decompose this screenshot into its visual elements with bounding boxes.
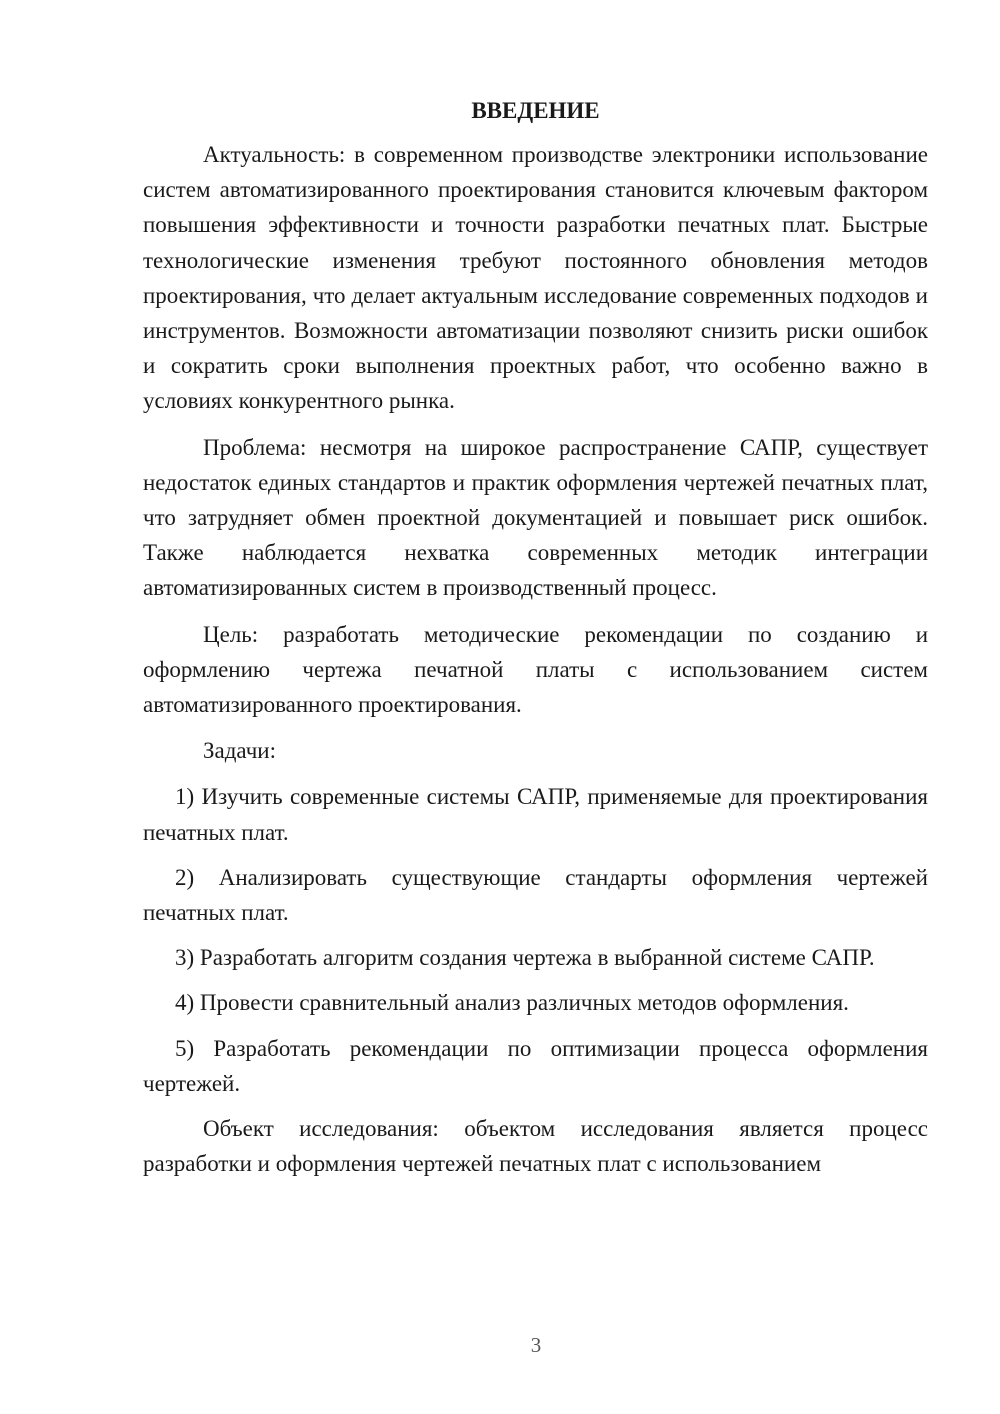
task-item: 4) Провести сравнительный анализ различных методов оформления.	[175, 990, 849, 1016]
section-title: ВВЕДЕНИЕ	[471, 98, 600, 123]
tasks-heading: Задачи:	[203, 738, 276, 764]
problem-paragraph: Проблема: несмотря на широкое распространение САПР, существует недостаток единых стандартов и практик оформления чертежей печатных плат, что затрудняет обмен проектной документацией и повышает риск ошибок. Также наблюдается нехватка современных методик интеграции автоматизированных систем в производственный процесс.	[143, 434, 928, 601]
research-object-paragraph: Объект исследования: объектом исследования является процесс разработки и оформления чертежей печатных плат с использованием	[143, 1116, 928, 1177]
task-item: 3) Разработать алгоритм создания чертежа в выбранной системе САПР.	[175, 945, 875, 971]
document-page	[143, 95, 928, 1192]
relevance-paragraph: Актуальность: в современном производстве электроники использование систем автоматизированного проектирования становится ключевым фактором повышения эффективности и точности разработки печатных плат. Быстрые технологические изменения требуют постоянного обновления методов проектирования, что делает актуальным исследование современных подходов и инструментов. Возможности автоматизации позволяют снизить риски ошибок и сократить сроки выполнения проектных работ, что особенно важно в условиях конкурентного рынка.	[143, 142, 928, 414]
page-number: 3	[530, 1333, 542, 1357]
task-item: 2) Анализировать существующие стандарты оформления чертежей печатных плат.	[143, 864, 928, 926]
task-item: 5) Разработать рекомендации по оптимизации процесса оформления чертежей.	[143, 1035, 928, 1096]
task-item: 1) Изучить современные системы САПР, применяемые для проектирования печатных плат.	[143, 784, 928, 845]
goal-paragraph: Цель: разработать методические рекомендации по созданию и оформлению чертежа печатной платы с использованием систем автоматизированного проектирования.	[143, 621, 928, 718]
